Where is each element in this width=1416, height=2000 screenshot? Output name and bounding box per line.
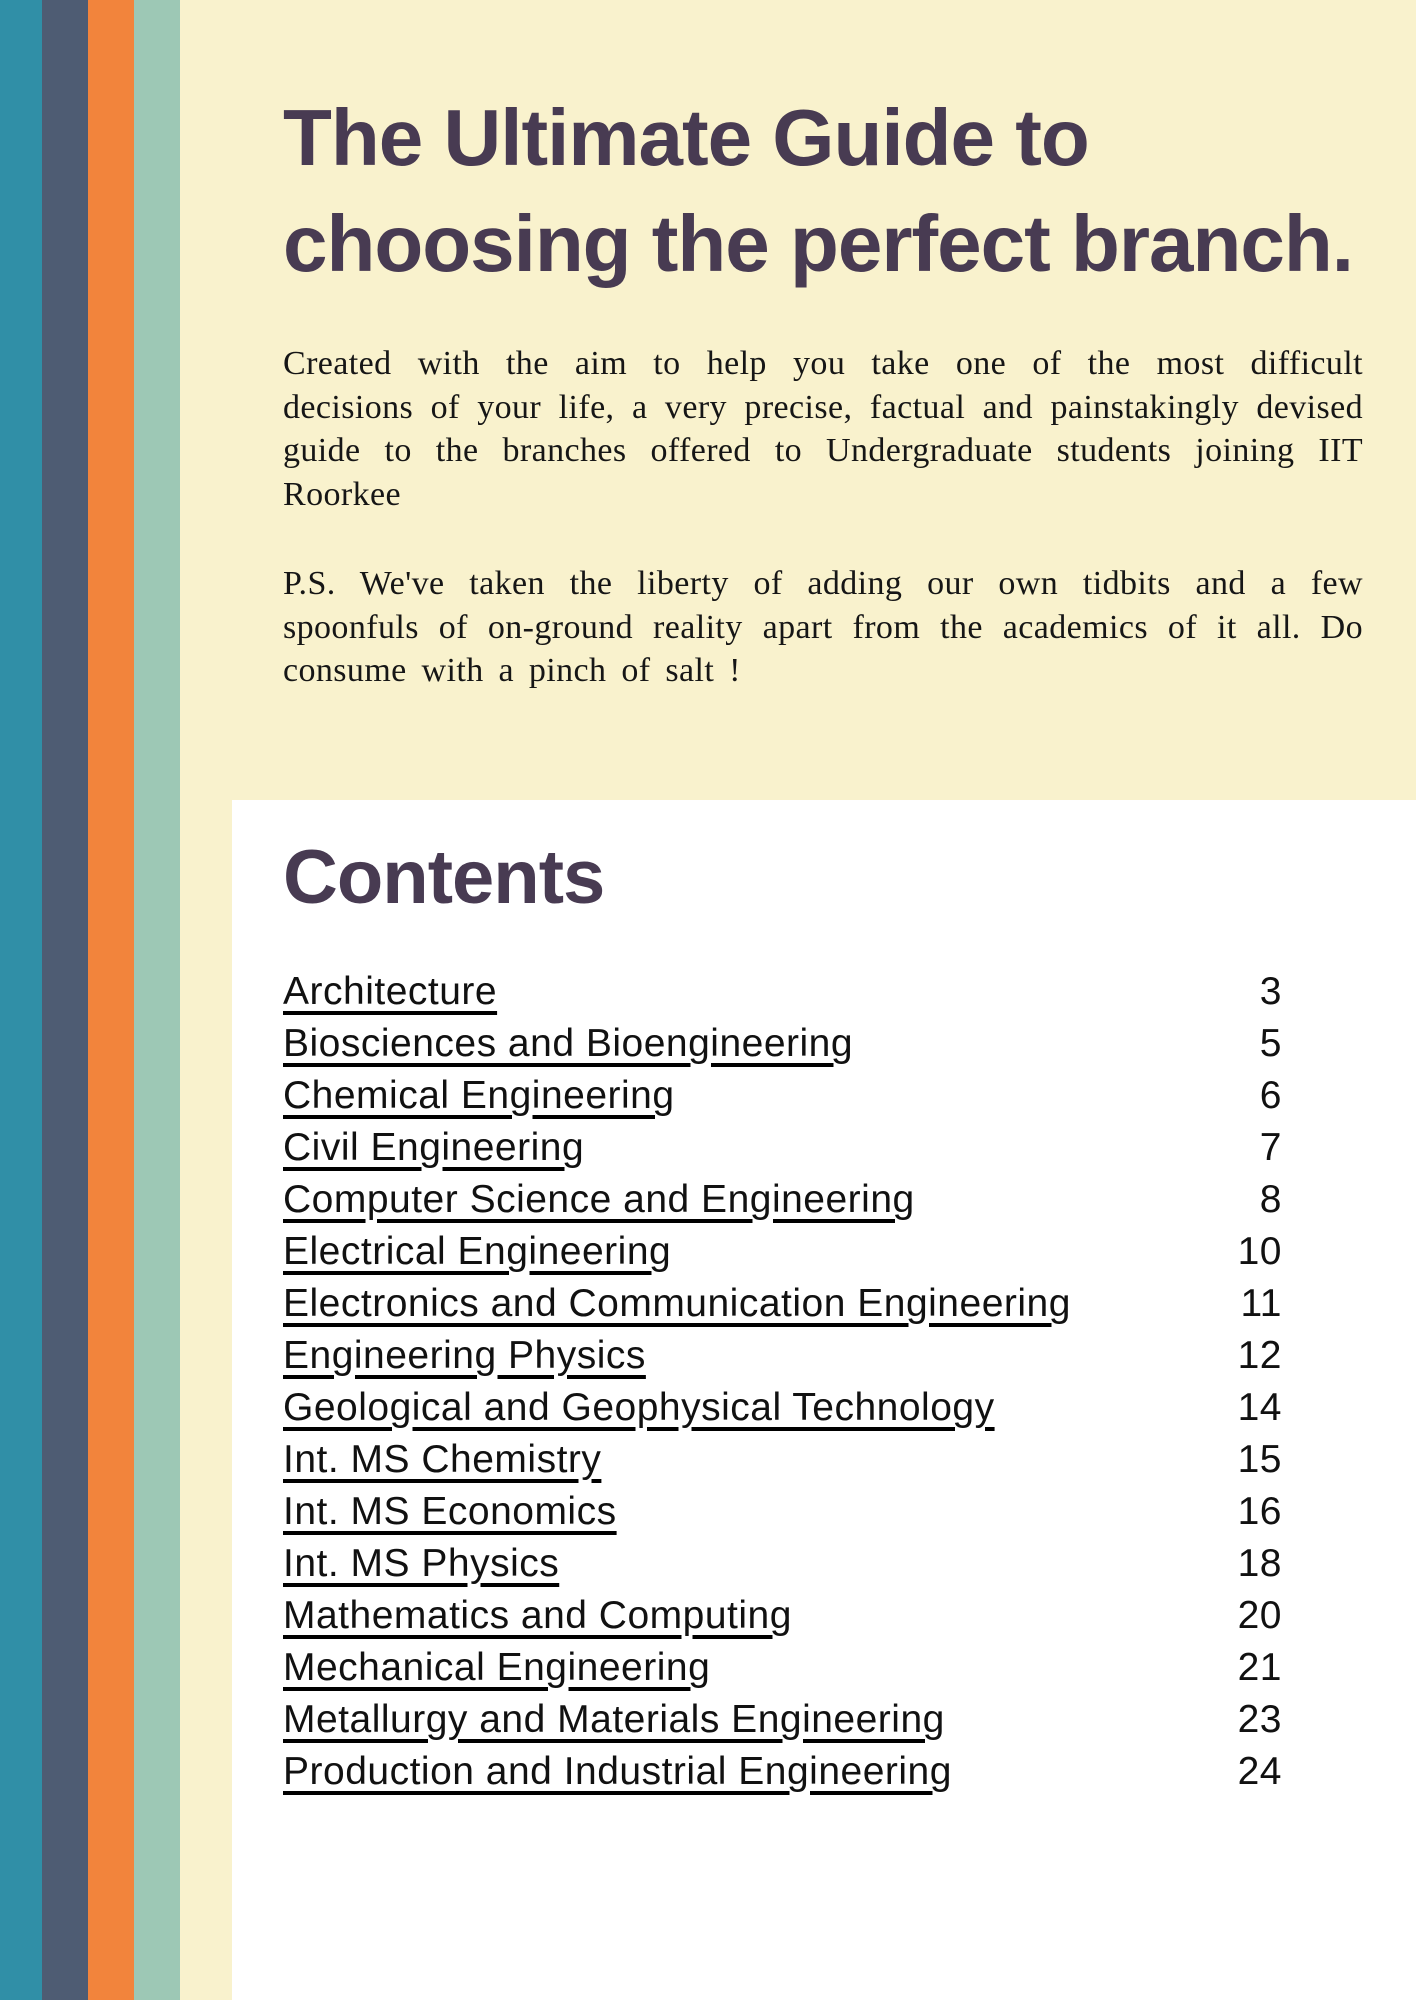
toc-item-link[interactable]: Architecture (283, 970, 498, 1013)
toc-item (283, 1278, 1282, 1330)
contents-list (283, 966, 1282, 1798)
toc-item (283, 1538, 1282, 1590)
toc-page-number: 18 (1237, 1542, 1282, 1585)
toc-item (283, 1174, 1282, 1226)
toc-item-link[interactable]: Mechanical Engineering (283, 1646, 711, 1689)
toc-page-number: 8 (1259, 1178, 1282, 1221)
toc-page-number: 16 (1237, 1490, 1282, 1533)
toc-page-number: 7 (1259, 1126, 1282, 1169)
stripe-orange (88, 0, 134, 2000)
toc-item-link[interactable]: Int. MS Physics (283, 1542, 560, 1585)
toc-item-link[interactable]: Computer Science and Engineering (283, 1178, 915, 1221)
toc-page-number: 5 (1259, 1022, 1282, 1065)
toc-page-number: 3 (1259, 970, 1282, 1013)
toc-page-number: 12 (1237, 1334, 1282, 1377)
toc-item-link[interactable]: Civil Engineering (283, 1126, 585, 1169)
stripe-sage (134, 0, 180, 2000)
stripe-slate (42, 0, 88, 2000)
intro-paragraph: Created with the aim to help you take one of the most difficult decisions of your life, a very precise, factual and painstakingly devised guide to the branches offered to Undergraduate students joining IIT Roorkee (283, 345, 1363, 513)
toc-item (283, 1694, 1282, 1746)
toc-item (283, 1642, 1282, 1694)
toc-item-link[interactable]: Electronics and Communication Engineering (283, 1282, 1071, 1325)
toc-item (283, 1434, 1282, 1486)
toc-item (283, 1590, 1282, 1642)
page-title-line-1: The Ultimate Guide to (283, 93, 1089, 182)
toc-item (283, 966, 1282, 1018)
toc-item-link[interactable]: Engineering Physics (283, 1334, 646, 1377)
toc-page-number: 14 (1237, 1386, 1282, 1429)
toc-page-number: 10 (1237, 1230, 1282, 1273)
toc-item (283, 1746, 1282, 1798)
toc-item-link[interactable]: Int. MS Chemistry (283, 1438, 602, 1481)
toc-item (283, 1382, 1282, 1434)
contents-heading: Contents (283, 835, 605, 920)
toc-item (283, 1122, 1282, 1174)
toc-page-number: 20 (1237, 1594, 1282, 1637)
toc-item-link[interactable]: Metallurgy and Materials Engineering (283, 1698, 945, 1741)
toc-item-link[interactable]: Biosciences and Bioengineering (283, 1022, 854, 1065)
toc-item-link[interactable]: Mathematics and Computing (283, 1594, 792, 1637)
postscript-paragraph: P.S. We've taken the liberty of adding our own tidbits and a few spoonfuls of on-ground reality apart from the academics of it all. Do consume with a pinch of salt ! (283, 565, 1363, 689)
stripe-teal (0, 0, 42, 2000)
toc-item (283, 1226, 1282, 1278)
toc-item (283, 1330, 1282, 1382)
toc-page-number: 23 (1237, 1698, 1282, 1741)
contents-panel-inner (232, 800, 1416, 1798)
toc-item-link[interactable]: Geological and Geophysical Technology (283, 1386, 995, 1429)
toc-page-number: 11 (1240, 1282, 1282, 1325)
toc-item-link[interactable]: Int. MS Economics (283, 1490, 617, 1533)
page-title (283, 85, 1393, 297)
page-title-line-2: choosing the perfect branch. (283, 199, 1353, 288)
contents-panel (232, 800, 1416, 2000)
toc-item-link[interactable]: Chemical Engineering (283, 1074, 675, 1117)
toc-item (283, 1070, 1282, 1122)
toc-page-number: 15 (1237, 1438, 1282, 1481)
toc-item-link[interactable]: Electrical Engineering (283, 1230, 672, 1273)
toc-page-number: 24 (1237, 1750, 1282, 1793)
intro-block (283, 342, 1363, 693)
toc-item (283, 1486, 1282, 1538)
toc-page-number: 6 (1259, 1074, 1282, 1117)
toc-item-link[interactable]: Production and Industrial Engineering (283, 1750, 952, 1793)
toc-item (283, 1018, 1282, 1070)
toc-page-number: 21 (1237, 1646, 1282, 1689)
